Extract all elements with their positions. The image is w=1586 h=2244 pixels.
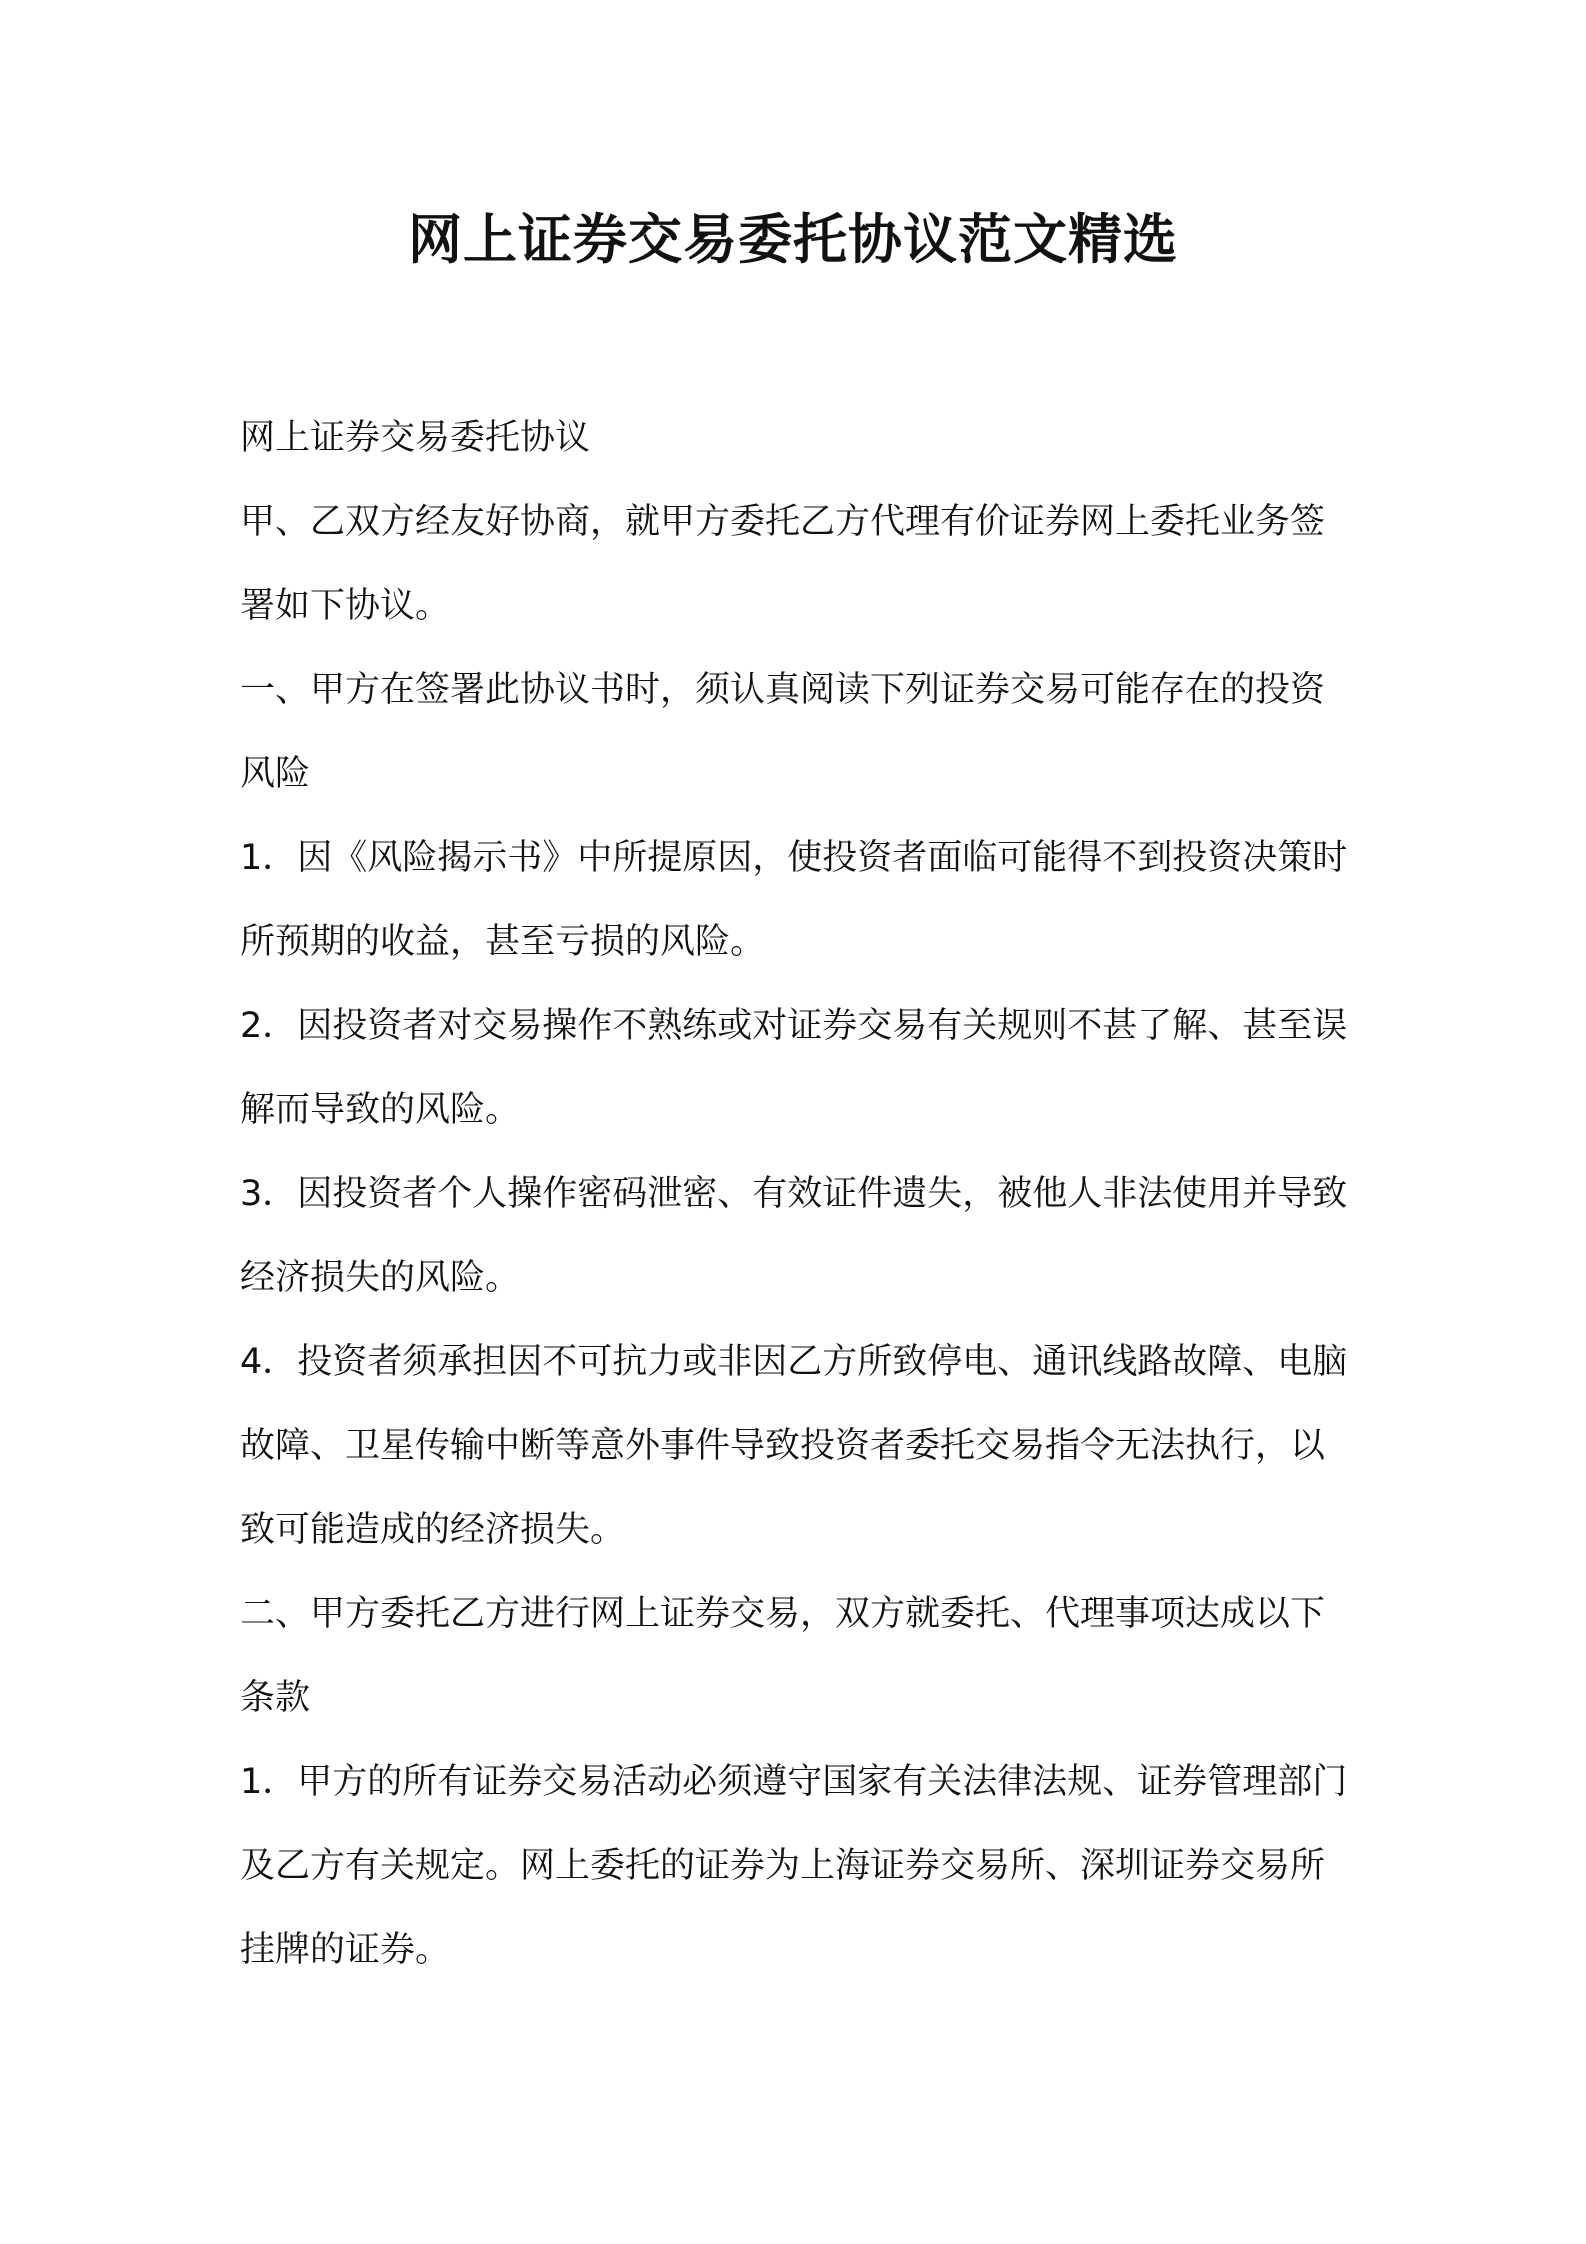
clause-one-item-3: 3．因投资者个人操作密码泄密、有效证件遗失，被他人非法使用并导致经济损失的风险。 (240, 1174, 1348, 1298)
clause-two-item-1: 1．甲方的所有证券交易活动必须遵守国家有关法律法规、证券管理部门及乙方有关规定。网上委托的证券为上海证券交易所、深圳证券交易所挂牌的证券。 (240, 1762, 1348, 1970)
clause-two-heading: 二、甲方委托乙方进行网上证券交易，双方就委托、代理事项达成以下条款 (240, 1594, 1326, 1718)
document-body (240, 396, 1350, 1992)
clause-one-item-2: 2．因投资者对交易操作不熟练或对证券交易有关规则不甚了解、甚至误解而导致的风险。 (240, 1006, 1348, 1130)
section-heading: 网上证券交易委托协议 (240, 418, 591, 458)
paragraph-intro: 甲、乙双方经友好协商，就甲方委托乙方代理有价证券网上委托业务签署如下协议。 (240, 502, 1326, 626)
clause-one-item-1: 1．因《风险揭示书》中所提原因，使投资者面临可能得不到投资决策时所预期的收益，甚至亏损的风险。 (240, 838, 1348, 962)
clause-one-item-4: 4．投资者须承担因不可抗力或非因乙方所致停电、通讯线路故障、电脑故障、卫星传输中断等意外事件导致投资者委托交易指令无法执行，以致可能造成的经济损失。 (240, 1342, 1348, 1550)
clause-one-heading: 一、甲方在签署此协议书时，须认真阅读下列证券交易可能存在的投资风险 (240, 670, 1326, 794)
document-title: 网上证券交易委托协议范文精选 (408, 208, 1178, 271)
